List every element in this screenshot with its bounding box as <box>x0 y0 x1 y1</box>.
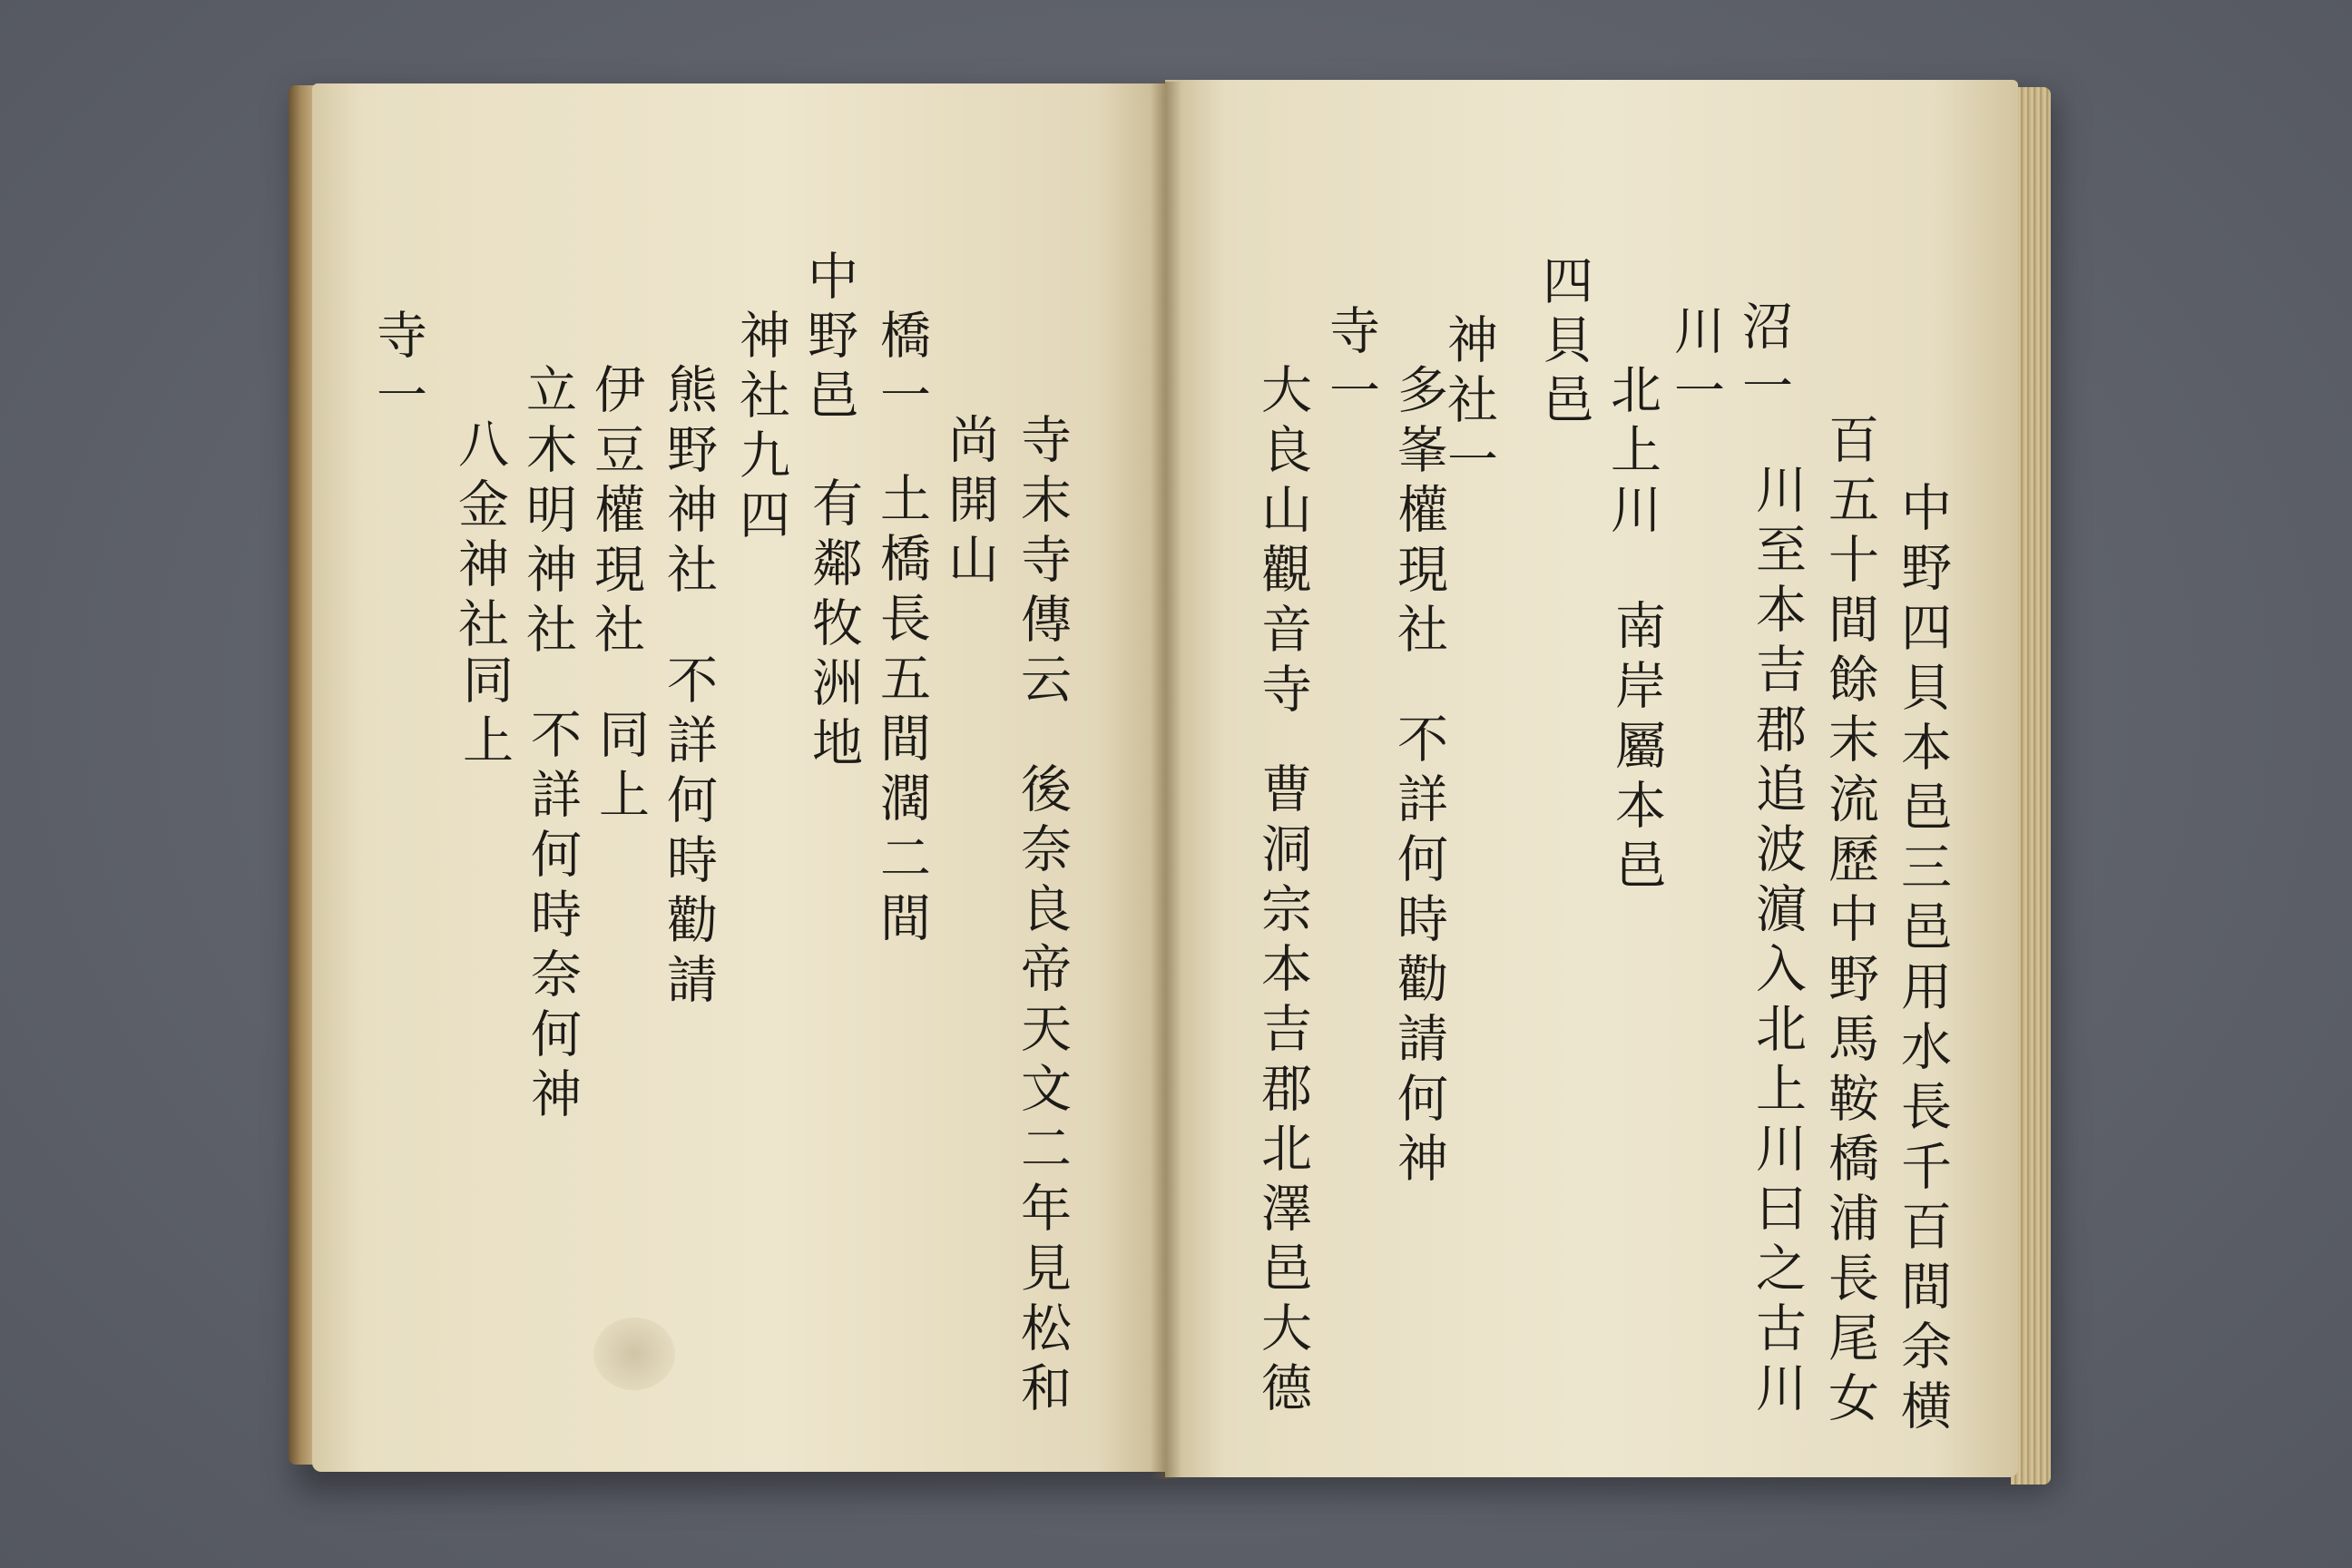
text-column: 百五十間餘末流歷中野馬鞍橋浦長尾女 <box>1820 413 1879 1431</box>
text-column: 不詳何時勸請 <box>659 653 718 1013</box>
text-column: 北上川 <box>1602 363 1661 543</box>
text-column: 寺一 <box>368 309 427 428</box>
text-column: 立木明神社 <box>518 363 577 662</box>
text-column: 野邑 <box>799 309 858 428</box>
text-column: 同上 <box>591 708 650 828</box>
text-column: 後奈良帝天文二年見松和 <box>1013 762 1072 1421</box>
text-column: 南岸屬本邑 <box>1607 599 1666 898</box>
text-column: 尚開山 <box>940 413 999 593</box>
text-column: 土橋長五間濶二間 <box>872 472 931 951</box>
text-column: 不詳何時奈何神 <box>523 708 582 1127</box>
text-column: 川一 <box>1666 304 1725 424</box>
text-column: 八金神社 <box>450 417 509 657</box>
text-column: 川至本吉郡追波濵入北上川曰之古川 <box>1748 463 1807 1421</box>
text-column: 不詳何時勸請何神 <box>1389 712 1448 1191</box>
book-gutter <box>1151 82 1181 1479</box>
text-column: 同上 <box>455 653 514 773</box>
text-column: 曹洞宗本吉郡北澤邑大德 <box>1253 762 1312 1421</box>
text-column: 神社一 <box>1439 313 1498 493</box>
text-column: 寺一 <box>1321 304 1380 424</box>
text-column: 四 <box>1534 254 1593 314</box>
text-column: 貝邑 <box>1534 313 1593 433</box>
text-column: 多峯權現社 <box>1389 363 1448 662</box>
text-column: 熊野神社 <box>659 363 718 603</box>
text-column: 神社九四 <box>731 309 790 548</box>
text-column: 寺末寺傳云 <box>1013 413 1072 712</box>
text-column: 中 <box>799 250 858 309</box>
text-column: 大良山觀音寺 <box>1253 363 1312 722</box>
text-column: 橋一 <box>872 309 931 428</box>
text-column: 有鄰牧洲地 <box>804 476 863 776</box>
text-column: 沼一 <box>1734 299 1793 419</box>
text-column: 中野四貝本邑三邑用水長千百間余横 <box>1893 481 1952 1439</box>
paper-stain <box>593 1318 675 1390</box>
text-column: 伊豆權現社 <box>586 363 645 662</box>
